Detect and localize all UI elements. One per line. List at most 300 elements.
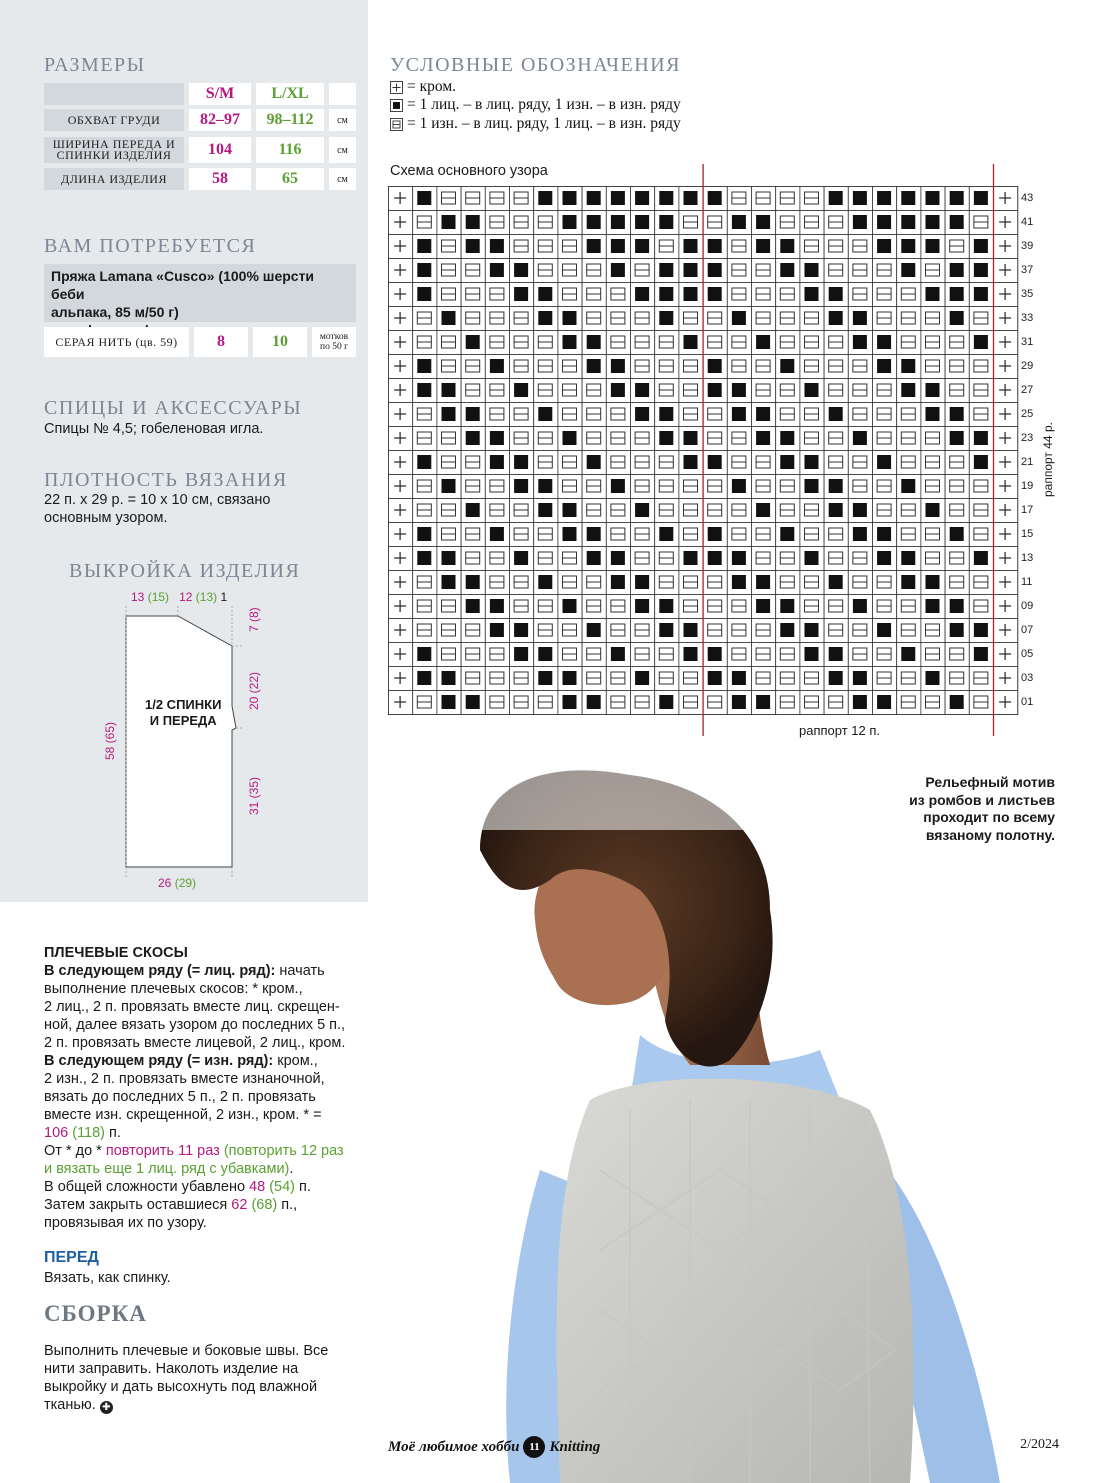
chart-cell <box>437 546 461 570</box>
shoulder-heading: ПЛЕЧЕВЫЕ СКОСЫ <box>44 945 188 961</box>
chart-cell <box>582 379 606 403</box>
chart-cell <box>630 618 654 642</box>
chart-row-number: 23 <box>1021 432 1034 444</box>
size-value-sm: 104 <box>189 137 251 163</box>
chart-cell <box>872 403 896 427</box>
chart-cell <box>534 690 558 714</box>
chart-cell <box>800 690 824 714</box>
chart-cell <box>776 690 800 714</box>
chart-cell <box>751 211 775 235</box>
chart-cell <box>776 498 800 522</box>
chart-cell <box>509 211 533 235</box>
chart-cell <box>389 379 413 403</box>
chart-cell <box>848 570 872 594</box>
chart-cell <box>872 451 896 475</box>
chart-cell <box>848 211 872 235</box>
chart-cell <box>485 474 509 498</box>
chart-cell <box>461 307 485 331</box>
chart-cell <box>800 570 824 594</box>
size-unit: см <box>329 168 356 190</box>
chart-cell <box>389 451 413 475</box>
chart-cell <box>437 570 461 594</box>
dim-side-value: 31 (35) <box>247 776 261 815</box>
chart-cell <box>897 187 921 211</box>
chart-cell <box>800 331 824 355</box>
chart-cell <box>969 235 993 259</box>
chart-cell <box>993 642 1017 666</box>
chart-cell <box>993 690 1017 714</box>
chart-cell <box>800 618 824 642</box>
chart-cell <box>945 427 969 451</box>
chart-cell <box>824 331 848 355</box>
chart-cell <box>558 690 582 714</box>
chart-cell <box>751 259 775 283</box>
chart-row-number: 27 <box>1021 384 1034 396</box>
chart-cell <box>630 522 654 546</box>
chart-cell <box>413 451 437 475</box>
chart-cell <box>872 283 896 307</box>
chart-cell <box>534 451 558 475</box>
chart-cell <box>824 474 848 498</box>
chart-cell <box>606 522 630 546</box>
chart-cell <box>776 187 800 211</box>
dim-width-sm: 26 <box>158 876 172 890</box>
assembly-line: тканью. <box>44 1397 96 1413</box>
chart-cell <box>800 211 824 235</box>
chart-cell <box>582 690 606 714</box>
chart-cell <box>921 594 945 618</box>
chart-cell <box>824 690 848 714</box>
chart-cell <box>921 451 945 475</box>
stitch-count-unit: п. <box>105 1125 121 1141</box>
chart-cell <box>509 570 533 594</box>
chart-cell <box>872 259 896 283</box>
chart-cell <box>630 451 654 475</box>
chart-row-number: 09 <box>1021 600 1034 612</box>
chart-cell <box>993 498 1017 522</box>
chart-row-number: 41 <box>1021 216 1034 228</box>
chart-cell <box>921 690 945 714</box>
shoulder-p1-line: начать <box>275 963 325 979</box>
chart-cell <box>679 690 703 714</box>
chart-cell <box>679 546 703 570</box>
chart-cell <box>655 690 679 714</box>
chart-cell <box>751 570 775 594</box>
chart-cell <box>993 666 1017 690</box>
chart-cell <box>461 235 485 259</box>
chart-cell <box>727 235 751 259</box>
chart-cell <box>485 187 509 211</box>
chart-cell <box>703 187 727 211</box>
chart-cell <box>679 331 703 355</box>
gauge-line-1: 22 п. x 29 р. = 10 x 10 см, связано <box>44 492 271 508</box>
chart-cell <box>534 642 558 666</box>
chart-cell <box>751 283 775 307</box>
shoulder-p2-line: вязать до последних 5 п., 2 п. провязать <box>44 1089 316 1105</box>
chart-cell <box>872 570 896 594</box>
chart-cell <box>727 594 751 618</box>
chart-cell <box>389 187 413 211</box>
chart-cell <box>848 690 872 714</box>
chart-cell <box>413 331 437 355</box>
chart-cell <box>824 498 848 522</box>
size-value-sm: 58 <box>189 168 251 190</box>
chart-cell <box>437 666 461 690</box>
repeat-vertical-label <box>1041 422 1055 497</box>
chart-cell <box>679 427 703 451</box>
chart-cell <box>776 427 800 451</box>
chart-cell <box>437 379 461 403</box>
chart-cell <box>655 259 679 283</box>
chart-cell <box>872 211 896 235</box>
dim-length-value: 58 (65) <box>103 721 117 760</box>
chart-cell <box>848 474 872 498</box>
chart-cell <box>872 307 896 331</box>
photo-caption <box>909 774 1055 844</box>
chart-cell <box>485 618 509 642</box>
chart-cell <box>824 187 848 211</box>
chart-cell <box>703 427 727 451</box>
chart-cell <box>509 187 533 211</box>
chart-cell <box>703 474 727 498</box>
chart-cell <box>485 690 509 714</box>
dim-side <box>247 777 261 815</box>
chart-cell <box>655 498 679 522</box>
legend-knit-text: = 1 лиц. – в лиц. ряду, 1 изн. – в изн. ряду <box>407 96 681 113</box>
chart-cell <box>437 451 461 475</box>
chart-cell <box>461 379 485 403</box>
chart-cell <box>969 642 993 666</box>
assembly-heading: СБОРКА <box>44 1301 147 1326</box>
footer-magazine: Моё любимое хобби <box>388 1438 520 1455</box>
chart-cell <box>630 187 654 211</box>
chart-cell <box>437 474 461 498</box>
chart-cell <box>969 570 993 594</box>
chart-cell <box>630 331 654 355</box>
chart-cell <box>485 522 509 546</box>
chart-cell <box>558 618 582 642</box>
chart-cell <box>969 666 993 690</box>
chart-cell <box>751 355 775 379</box>
chart-cell <box>897 474 921 498</box>
chart-cell <box>413 355 437 379</box>
chart-cell <box>969 474 993 498</box>
chart-cell <box>461 427 485 451</box>
chart-cell <box>558 259 582 283</box>
chart-cell <box>945 690 969 714</box>
chart-cell <box>848 618 872 642</box>
repeat-text: От * до * <box>44 1143 106 1159</box>
chart-cell <box>461 666 485 690</box>
chart-cell <box>606 211 630 235</box>
chart-cell <box>969 307 993 331</box>
gauge-heading: ПЛОТНОСТЬ ВЯЗАНИЯ <box>44 469 288 491</box>
chart-cell <box>776 355 800 379</box>
legend-knit <box>390 96 681 114</box>
chart-cell <box>558 546 582 570</box>
chart-cell <box>655 642 679 666</box>
chart-cell <box>897 355 921 379</box>
chart-cell <box>509 235 533 259</box>
chart-cell <box>485 235 509 259</box>
chart-cell <box>582 235 606 259</box>
chart-cell <box>534 235 558 259</box>
chart-cell <box>824 570 848 594</box>
chart-cell <box>509 427 533 451</box>
chart-cell <box>582 355 606 379</box>
chart-cell <box>872 379 896 403</box>
chart-cell <box>897 403 921 427</box>
chart-cell <box>776 379 800 403</box>
chart-cell <box>945 235 969 259</box>
chart-cell <box>727 331 751 355</box>
chart-cell <box>945 498 969 522</box>
chart-cell <box>437 187 461 211</box>
chart-cell <box>872 474 896 498</box>
chart-cell <box>969 283 993 307</box>
chart-cell <box>582 498 606 522</box>
chart-cell <box>897 427 921 451</box>
size-unit: см <box>329 109 356 131</box>
chart-cell <box>679 403 703 427</box>
chart-cell <box>727 642 751 666</box>
chart-cell <box>703 235 727 259</box>
chart-cell <box>800 546 824 570</box>
size-header-lxl: L/XL <box>256 83 324 105</box>
chart-cell <box>824 307 848 331</box>
chart-cell <box>969 211 993 235</box>
chart-cell <box>485 570 509 594</box>
chart-cell <box>413 283 437 307</box>
size-value-lxl: 65 <box>256 168 324 190</box>
chart-cell <box>558 474 582 498</box>
chart-cell <box>751 451 775 475</box>
chart-row-number: 03 <box>1021 672 1034 684</box>
chart-cell <box>848 379 872 403</box>
chart-cell <box>776 283 800 307</box>
chart-row-number: 25 <box>1021 408 1034 420</box>
chart-cell <box>945 570 969 594</box>
chart-cell <box>655 427 679 451</box>
chart-cell <box>558 379 582 403</box>
bindoff-text: Затем закрыть оставшиеся <box>44 1197 232 1213</box>
chart-cell <box>776 451 800 475</box>
chart-cell <box>848 355 872 379</box>
chart-cell <box>824 666 848 690</box>
chart-cell <box>969 498 993 522</box>
chart-cell <box>897 211 921 235</box>
chart-cell <box>872 690 896 714</box>
size-value-sm: 82–97 <box>189 109 251 131</box>
chart-cell <box>509 522 533 546</box>
chart-cell <box>897 570 921 594</box>
chart-cell <box>485 498 509 522</box>
chart-cell <box>776 546 800 570</box>
chart-cell <box>509 666 533 690</box>
chart-cell <box>413 522 437 546</box>
chart-cell <box>727 187 751 211</box>
chart-cell <box>848 235 872 259</box>
chart-cell <box>776 235 800 259</box>
chart-cell <box>751 187 775 211</box>
chart-cell <box>509 690 533 714</box>
chart-cell <box>800 403 824 427</box>
chart-cell <box>969 331 993 355</box>
chart-cell <box>582 259 606 283</box>
chart-cell <box>437 594 461 618</box>
chart-cell <box>824 283 848 307</box>
chart-cell <box>558 235 582 259</box>
stitch-count-sm: 106 <box>44 1125 69 1141</box>
chart-cell <box>534 307 558 331</box>
chart-cell <box>727 666 751 690</box>
shoulder-p2-bold: В следующем ряду (= изн. ряд): <box>44 1053 274 1069</box>
chart-cell <box>437 283 461 307</box>
chart-cell <box>969 427 993 451</box>
dim-armhole-value: 20 (22) <box>247 671 261 710</box>
chart-cell <box>824 427 848 451</box>
chart-cell <box>751 618 775 642</box>
chart-cell <box>437 642 461 666</box>
chart-cell <box>751 546 775 570</box>
chart-cell <box>485 211 509 235</box>
chart-cell <box>558 355 582 379</box>
shoulder-p1-line: 2 лиц., 2 п. провязать вместе лиц. скрещен- <box>44 999 340 1015</box>
chart-cell <box>582 211 606 235</box>
front-heading: ПЕРЕД <box>44 1249 99 1266</box>
chart-cell <box>969 594 993 618</box>
chart-cell <box>679 666 703 690</box>
chart-cell <box>606 546 630 570</box>
size-row-label: ОБХВАТ ГРУДИ <box>44 109 184 131</box>
chart-cell <box>461 259 485 283</box>
chart-cell <box>534 379 558 403</box>
chart-cell <box>630 235 654 259</box>
chart-cell <box>558 331 582 355</box>
chart-cell <box>727 451 751 475</box>
chart-cell <box>413 618 437 642</box>
chart-row-number: 43 <box>1021 192 1034 204</box>
chart-row-number: 19 <box>1021 480 1034 492</box>
chart-cell <box>776 570 800 594</box>
chart-cell <box>485 642 509 666</box>
chart-cell <box>969 379 993 403</box>
chart-cell <box>993 522 1017 546</box>
chart-cell <box>848 283 872 307</box>
chart-cell <box>969 355 993 379</box>
chart-cell <box>389 618 413 642</box>
chart-cell <box>993 427 1017 451</box>
chart-cell <box>993 211 1017 235</box>
chart-cell <box>582 427 606 451</box>
chart-cell <box>776 594 800 618</box>
chart-cell <box>413 187 437 211</box>
chart-cell <box>751 642 775 666</box>
chart-cell <box>921 355 945 379</box>
chart-cell <box>921 283 945 307</box>
chart-row-number: 13 <box>1021 552 1034 564</box>
chart-cell <box>824 618 848 642</box>
chart-cell <box>630 259 654 283</box>
assembly-text <box>44 1342 374 1414</box>
chart-cell <box>389 498 413 522</box>
size-value-lxl: 116 <box>256 137 324 163</box>
chart-cell <box>461 690 485 714</box>
chart-cell <box>582 570 606 594</box>
chart-cell <box>679 642 703 666</box>
chart-cell <box>534 403 558 427</box>
chart-cell <box>485 379 509 403</box>
chart-cell <box>776 474 800 498</box>
chart-cell <box>921 403 945 427</box>
chart-cell <box>993 594 1017 618</box>
chart-cell <box>800 474 824 498</box>
chart-cell <box>389 427 413 451</box>
chart-cell <box>727 474 751 498</box>
chart-cell <box>945 451 969 475</box>
chart-cell <box>437 331 461 355</box>
chart-cell <box>679 355 703 379</box>
chart-cell <box>630 403 654 427</box>
chart-cell <box>751 235 775 259</box>
chart-row-number: 21 <box>1021 456 1034 468</box>
chart-cell <box>727 211 751 235</box>
chart-cell <box>703 355 727 379</box>
chart-cell <box>437 355 461 379</box>
chart-cell <box>558 594 582 618</box>
chart-cell <box>800 666 824 690</box>
chart-cell <box>824 451 848 475</box>
chart-cell <box>897 546 921 570</box>
chart-cell <box>582 307 606 331</box>
chart-cell <box>630 666 654 690</box>
chart-cell <box>461 451 485 475</box>
chart-cell <box>509 259 533 283</box>
chart-cell <box>509 451 533 475</box>
chart-cell <box>848 522 872 546</box>
chart-cell <box>534 522 558 546</box>
chart-cell <box>389 522 413 546</box>
chart-cell <box>413 498 437 522</box>
chart-cell <box>897 666 921 690</box>
chart-cell <box>558 187 582 211</box>
chart-cell <box>727 283 751 307</box>
chart-cell <box>727 618 751 642</box>
chart-cell <box>606 642 630 666</box>
shoulder-p2-line: 2 изн., 2 п. провязать вместе изнаночной, <box>44 1071 325 1087</box>
chart-cell <box>679 451 703 475</box>
chart-cell <box>413 403 437 427</box>
chart-cell <box>485 427 509 451</box>
chart-cell <box>534 546 558 570</box>
chart-cell <box>921 642 945 666</box>
legend-edge <box>390 78 456 96</box>
chart-cell <box>993 283 1017 307</box>
chart-cell <box>413 259 437 283</box>
chart-cell <box>824 355 848 379</box>
chart-cell <box>897 235 921 259</box>
lines-square-icon <box>390 118 403 131</box>
chart-cell <box>461 331 485 355</box>
chart-cell <box>703 451 727 475</box>
chart-cell <box>461 355 485 379</box>
dim-shoulder-l: (15) <box>147 590 170 604</box>
chart-cell <box>969 522 993 546</box>
chart-cell <box>848 642 872 666</box>
chart-cell <box>703 498 727 522</box>
chart-cell <box>606 618 630 642</box>
legend-edge-text: = кром. <box>407 78 457 95</box>
